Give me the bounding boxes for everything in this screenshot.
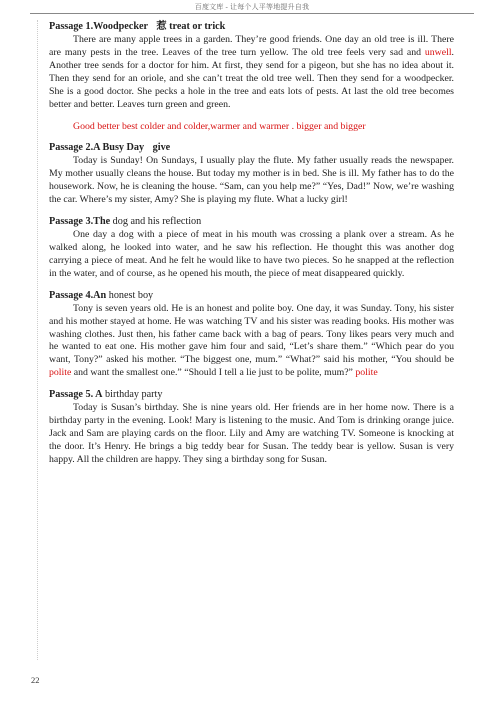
passage-text: Today is Susan’s birthday. She is nine years old. Her friends are in her home now. There is a birthday party in the evening. Look! Mary is listening to the music. And Tom is drinking orange juice. Jack and Sam are playing cards on the floor. Lily and Amy are watching TV. Someone is knocking at the door. It’s Henry. He brings a big teddy bear for Susan. The teddy bear is yellow. Susan is very happy. All the children are happy. They sing a birthday song for Susan.	[49, 402, 454, 465]
page-number: 22	[31, 675, 40, 685]
highlighted-word: unwell	[424, 46, 452, 58]
passage-text-part: There are many apple trees in a garden. They’re good friends. One day an old tree is ill. There are many pests in the tree. Leaves of the tree turn yellow. The old tree feels very sad and	[49, 34, 454, 58]
passage-title-main: Passage 2.A Busy Day	[49, 142, 145, 154]
page-header: 百度文库 - 让每个人平等地提升自我	[194, 3, 310, 11]
passage-1	[49, 20, 454, 133]
header-divider	[30, 13, 474, 14]
document-body	[49, 20, 454, 467]
passage-title	[49, 388, 454, 402]
passage-3	[49, 215, 454, 281]
passage-title-note: give	[152, 142, 171, 154]
passage-title-rest: dog and his reflection	[110, 216, 202, 228]
passage-title-main: Passage 1.Woodpecker	[49, 21, 148, 32]
passage-title-main: Passage 5. A	[49, 389, 103, 401]
passage-4	[49, 289, 454, 380]
passage-title-main: Passage 3.The	[49, 216, 111, 228]
passage-text-part: Tony is seven years old. He is an honest and polite boy. One day, it was Sunday. Tony, his sister and his mother stayed at home. He was watching TV and his sister was reading books. His mother was washing clothes. Just then, his father came back with a bag of pears. Tony likes pears very much and he wanted to eat one. His mother gave him four and said, “Let’s share them.” “Which pear do you want, Tony?” asked his mother. “The biggest one, mum.” “What?” said his mother, “You should be	[49, 302, 454, 366]
highlighted-word: polite	[355, 367, 378, 379]
passage-title	[49, 20, 454, 34]
passage-text: One day a dog with a piece of meat in his mouth was crossing a plank over a stream. As he walked along, he looked into water, and he saw his reflection. He thought this was another dog carrying a piece of meat. And he felt he would like to have two pieces. So he snapped at the reflection in the water, and of course, as he opened his mouth, the piece of meat disappeared quickly.	[49, 229, 454, 279]
passage-title-main: Passage 4.An	[49, 289, 107, 301]
passage-title-note: 惹 treat or trick	[156, 21, 226, 32]
passage-title-rest: honest boy	[106, 289, 154, 301]
answer-note: Good better best colder and colder,warmer and warmer . bigger and bigger	[73, 121, 366, 133]
passage-text	[49, 34, 454, 111]
passage-title	[49, 215, 454, 229]
passage-title	[49, 141, 454, 155]
passage-text	[49, 303, 454, 380]
passage-text-part: and want the smallest one.” “Should I tell a lie just to be polite, mum?”	[71, 367, 356, 379]
passage-2	[49, 141, 454, 207]
margin-guide-line	[37, 20, 38, 660]
highlighted-word: polite	[49, 367, 72, 379]
passage-title	[49, 289, 454, 303]
passage-text: Today is Sunday! On Sundays, I usually play the flute. My father usually reads the newspaper. My mother usually cleans the house. But today my mother is in bed. She is ill. My father has to do the housework. Now, he is cleaning the house. “Sam, can you help me?” “Yes, Dad!” Now, we’re washing the car. Where’s my sister, Amy? She is playing my flute. What a lucky girl!	[49, 155, 454, 206]
passage-title-rest: birthday party	[102, 389, 163, 401]
passage-5	[49, 388, 454, 467]
passage-text-part: . Another tree sends for a doctor for him. At first, they send for a pigeon, but she has no idea about it. Then they send for an oriole, and she can’t treat the old tree well. Then they send for a woodpecker. She is a good doctor. She pecks a hole in the tree and eats lots of pests. At last the old tree becomes better and better. Leaves turn green and green.	[49, 46, 454, 110]
